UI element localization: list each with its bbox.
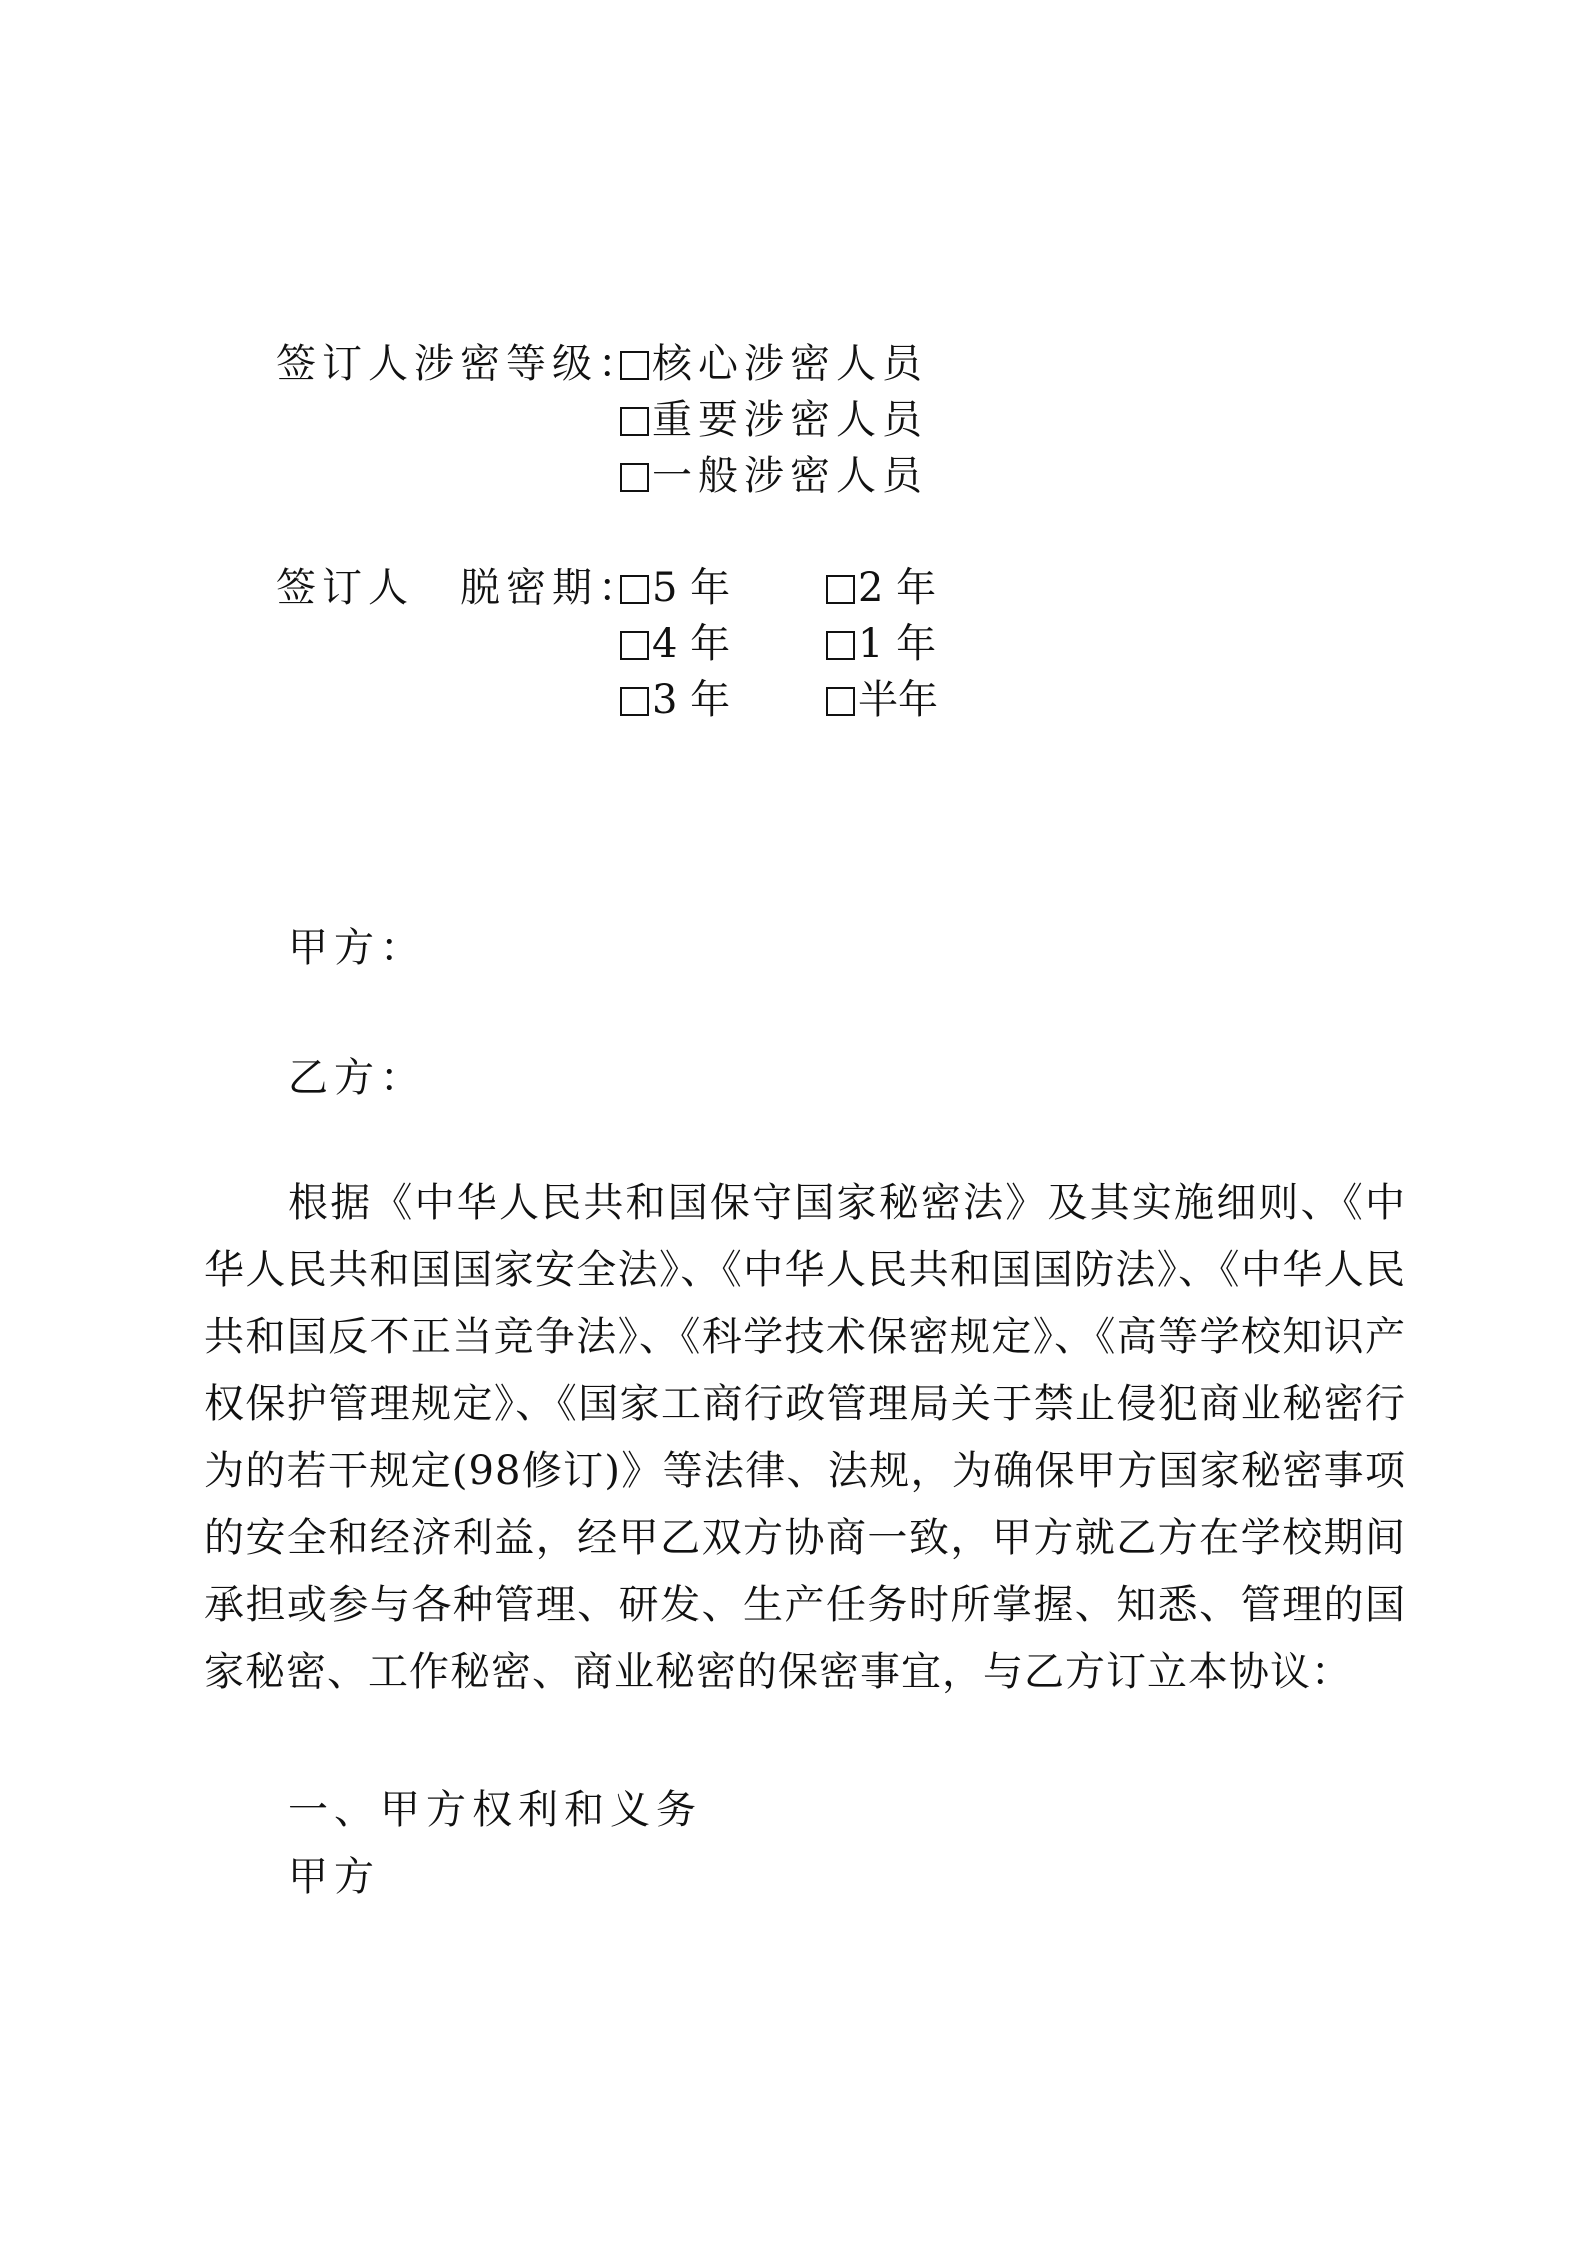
intro-paragraph: 根据《中华人民共和国保守国家秘密法》及其实施细则、《中华人民共和国国家安全法》、《中华人民共和国国防法》、《中华人民共和国反不正当竞争法》、《科学技术保密规定》、《高等学校知识产权保护管理规定》、《国家工商行政管理局关于禁止侵犯商业秘密行为的若干规定(98修订)》等法律、法规，为确保甲方国家秘密事项的安全和经济利益，经甲乙双方协商一致，甲方就乙方在学校期间承担或参与各种管理、研发、生产任务时所掌握、知悉、管理的国家秘密、工作秘密、商业秘密的保密事宜，与乙方订立本协议：	[204, 1180, 1406, 1695]
checkbox-icon[interactable]	[826, 575, 855, 604]
option-label: 核心涉密人员	[652, 341, 928, 387]
option-label: 半年	[858, 677, 938, 723]
section-1-start: 甲方	[288, 1854, 380, 1900]
party-a-label: 甲方：	[288, 925, 426, 971]
option-label: 2 年	[858, 565, 937, 611]
option-label: 5 年	[652, 565, 731, 611]
checkbox-icon[interactable]	[826, 687, 855, 716]
checkbox-icon[interactable]	[620, 631, 649, 660]
option-label: 重要涉密人员	[652, 397, 928, 443]
declass-option-4-years[interactable]	[620, 616, 730, 672]
option-label: 1 年	[858, 621, 937, 667]
classification-option-important[interactable]	[620, 392, 928, 448]
checkbox-icon[interactable]	[620, 351, 649, 380]
declass-option-1-year[interactable]	[826, 616, 936, 672]
section-1-heading: 一、甲方权利和义务	[288, 1787, 702, 1833]
classification-option-general[interactable]	[620, 448, 928, 504]
classification-option-core[interactable]	[620, 336, 928, 392]
declass-option-half-year[interactable]	[826, 672, 938, 728]
checkbox-icon[interactable]	[620, 575, 649, 604]
option-label: 3 年	[652, 677, 731, 723]
declassification-label: 签订人 脱密期：	[276, 565, 644, 611]
checkbox-icon[interactable]	[620, 407, 649, 436]
classification-label: 签订人涉密等级：	[276, 341, 644, 387]
party-b-label: 乙方：	[288, 1055, 426, 1101]
option-label: 4 年	[652, 621, 731, 667]
declass-option-3-years[interactable]	[620, 672, 730, 728]
checkbox-icon[interactable]	[620, 463, 649, 492]
declass-option-2-years[interactable]	[826, 560, 936, 616]
option-label: 一般涉密人员	[652, 453, 928, 499]
declass-option-5-years[interactable]	[620, 560, 730, 616]
checkbox-icon[interactable]	[620, 687, 649, 716]
checkbox-icon[interactable]	[826, 631, 855, 660]
